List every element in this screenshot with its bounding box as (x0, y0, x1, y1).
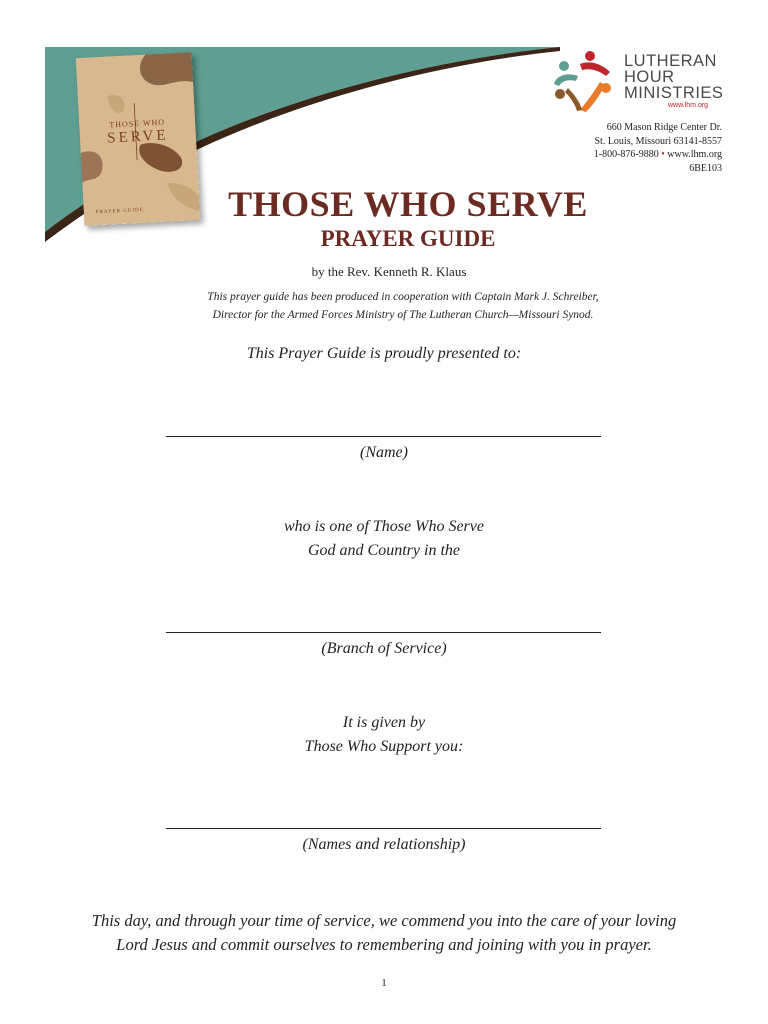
branch-signature-line[interactable] (166, 632, 601, 633)
lhm-logo (550, 48, 730, 114)
presented-to-text: This Prayer Guide is proudly presented to: (246, 345, 522, 362)
serve-text-line2: God and Country in the (308, 542, 460, 559)
cooperation-line1: This prayer guide has been produced in cooperation with Captain Mark J. Schreiber, (207, 291, 599, 303)
address-city: St. Louis, Missouri 63141-8557 (594, 135, 722, 147)
address-phone: 1-800-876-9880 (593, 149, 659, 160)
bullet-separator: • (661, 149, 668, 160)
page-number: 1 (381, 977, 387, 989)
given-text-line2: Those Who Support you: (304, 738, 464, 755)
logo-text-line2: HOUR (624, 68, 675, 86)
names-signature-line[interactable] (166, 828, 601, 829)
lhm-people-icon (550, 48, 620, 114)
branch-label: (Branch of Service) (321, 640, 447, 657)
address-block (594, 121, 722, 175)
serve-text-line1: who is one of Those Who Serve (284, 518, 484, 535)
cooperation-note (0, 288, 768, 324)
name-label: (Name) (360, 444, 408, 461)
product-code: 6BE103 (689, 162, 722, 174)
logo-text-line1: LUTHERAN (624, 52, 717, 70)
name-signature-line[interactable] (166, 436, 601, 437)
closing-blessing (0, 909, 768, 957)
address-contact (594, 148, 722, 162)
cover-title-line2: SERVE (106, 127, 169, 147)
address-street: 660 Mason Ridge Center Dr. (606, 122, 722, 133)
author-line: by the Rev. Kenneth R. Klaus (311, 264, 467, 279)
given-text-line1: It is given by (342, 714, 426, 731)
logo-url: www.lhm.org (668, 102, 709, 109)
names-label: (Names and relationship) (302, 836, 466, 853)
page-title: THOSE WHO SERVE (228, 184, 588, 224)
cover-subtitle: PRAYER GUIDE (95, 207, 144, 216)
page-subtitle: PRAYER GUIDE (320, 226, 496, 251)
cover-title-line1: THOSE WHO (109, 117, 166, 130)
logo-text-line3: MINISTRIES (624, 84, 724, 102)
address-web: www.lhm.org (667, 149, 722, 160)
closing-line2: Lord Jesus and commit ourselves to remembering and joining with you in prayer. (116, 935, 652, 954)
closing-line1: This day, and through your time of service, we commend you into the care of your loving (91, 911, 677, 930)
cooperation-line2: Director for the Armed Forces Ministry of The Lutheran Church—Missouri Synod. (212, 309, 594, 321)
